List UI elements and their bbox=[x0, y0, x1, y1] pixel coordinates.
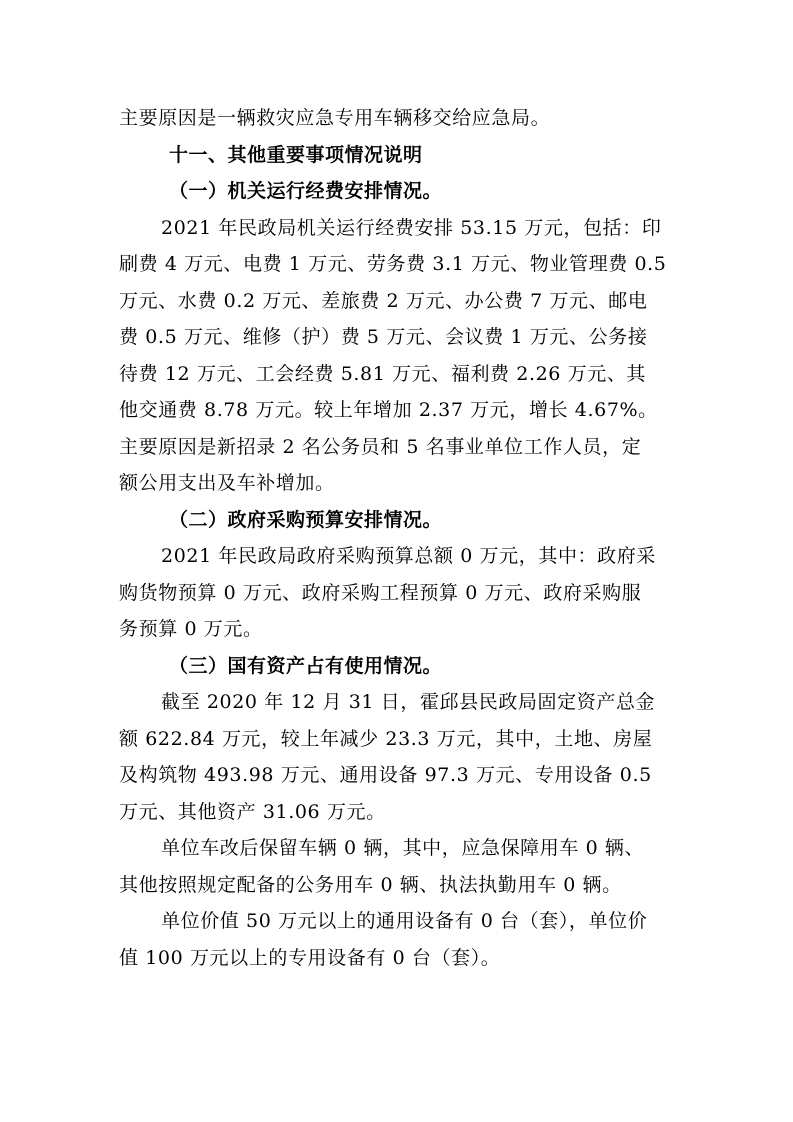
paragraph-line: 务预算 0 万元。 bbox=[119, 618, 263, 640]
paragraph-line: 单位价值 50 万元以上的通用设备有 0 台（套），单位价 bbox=[161, 910, 648, 932]
subsection-heading: （三）国有资产占有使用情况。 bbox=[169, 654, 443, 677]
paragraph-line: 购货物预算 0 万元、政府采购工程预算 0 万元、政府采购服 bbox=[119, 581, 642, 604]
paragraph-line: 值 100 万元以上的专用设备有 0 台（套）。 bbox=[119, 946, 501, 969]
paragraph-line: 主要原因是新招录 2 名公务员和 5 名事业单位工作人员，定 bbox=[119, 435, 642, 458]
paragraph-line: 单位车改后保留车辆 0 辆，其中，应急保障用车 0 辆、 bbox=[161, 837, 645, 859]
subsection-heading: （一）机关运行经费安排情况。 bbox=[169, 180, 443, 202]
paragraph-line: 截至 2020 年 12 月 31 日，霍邱县民政局固定资产总金 bbox=[161, 691, 656, 713]
paragraph-line: 2021 年民政局机关运行经费安排 53.15 万元，包括：印 bbox=[161, 216, 662, 239]
paragraph-line: 及构筑物 493.98 万元、通用设备 97.3 万元、专用设备 0.5 bbox=[119, 764, 652, 786]
paragraph-line: 待费 12 万元、工会经费 5.81 万元、福利费 2.26 万元、其 bbox=[119, 362, 647, 385]
paragraph-line: 万元、其他资产 31.06 万元。 bbox=[119, 800, 386, 823]
paragraph-line: 主要原因是一辆救灾应急专用车辆移交给应急局。 bbox=[119, 107, 551, 129]
paragraph-line: 其他按照规定配备的公务用车 0 辆、执法执勤用车 0 辆。 bbox=[119, 873, 622, 896]
paragraph-line: 他交通费 8.78 万元。较上年增加 2.37 万元，增长 4.67%。 bbox=[119, 399, 658, 421]
paragraph-line: 刷费 4 万元、电费 1 万元、劳务费 3.1 万元、物业管理费 0.5 bbox=[119, 253, 667, 275]
subsection-heading: （二）政府采购预算安排情况。 bbox=[169, 508, 443, 531]
paragraph-line: 2021 年民政局政府采购预算总额 0 万元，其中：政府采 bbox=[161, 545, 656, 567]
paragraph-line: 额 622.84 万元，较上年减少 23.3 万元，其中，土地、房屋 bbox=[119, 727, 653, 750]
paragraph-line: 万元、水费 0.2 万元、差旅费 2 万元、办公费 7 万元、邮电 bbox=[119, 289, 648, 312]
paragraph-line: 费 0.5 万元、维修（护）费 5 万元、会议费 1 万元、公务接 bbox=[119, 326, 648, 348]
paragraph-line: 额公用支出及车补增加。 bbox=[119, 472, 335, 494]
section-heading: 十一、其他重要事项情况说明 bbox=[169, 143, 423, 166]
document-body bbox=[119, 100, 675, 976]
